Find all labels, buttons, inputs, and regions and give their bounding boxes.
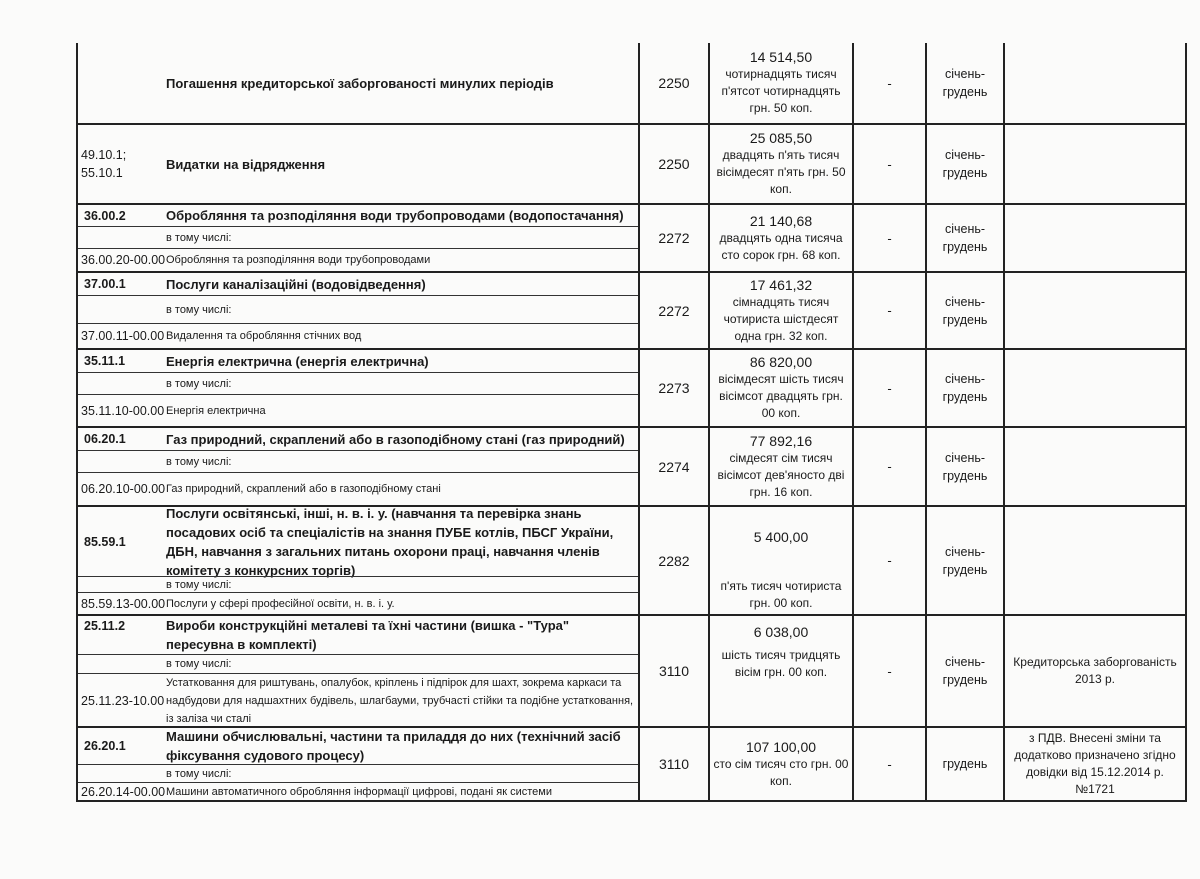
amount-cell: [710, 728, 854, 800]
item-description: Послуги освітянські, інші, н. в. і. у. (навчання та перевірка знань посадових осіб та спеціалістів на знання ПУБЕ котлів, ПБСГ України, ДБН, навчання з загальних питань охорони праці, навчання членів комітету з конкурсних торгів): [166, 505, 614, 578]
including-label: в тому числі:: [166, 658, 232, 670]
sub-item-code: 26.20.14-00.00: [81, 785, 166, 799]
period: січень-грудень: [927, 273, 1005, 348]
sub-item-row: [78, 673, 638, 728]
sub-item-code: 85.59.13-00.00: [81, 596, 166, 611]
note: з ПДВ. Внесені зміни та додатково призначено згідно довідки від 15.12.2014 р. №1721: [1014, 731, 1176, 796]
dash-cell: -: [854, 273, 927, 348]
item-code: 37.00.1: [84, 277, 126, 291]
item-code: 35.11.1: [84, 354, 126, 368]
row-left: [78, 125, 640, 203]
amount: 21 140,68: [749, 212, 813, 229]
table-row: [76, 507, 1187, 616]
sub-item-row: [78, 472, 638, 505]
including-label: в тому числі:: [166, 767, 232, 780]
item-code: 06.20.1: [84, 432, 126, 446]
row-main: [78, 273, 638, 295]
note: [1005, 125, 1185, 203]
table-row: [76, 125, 1187, 205]
row-main: [78, 43, 638, 123]
amount: 25 085,50: [749, 130, 813, 146]
table-row: [76, 350, 1187, 428]
table-row: [76, 428, 1187, 507]
item-description: Видатки на відрядження: [166, 156, 326, 172]
note: [1005, 205, 1185, 271]
dash-cell: -: [854, 728, 927, 800]
including-row: [78, 654, 638, 673]
amount-words: п'ять тисяч чотириста грн. 00 коп.: [720, 579, 842, 610]
sub-item-description: Видалення та обробляння стічних вод: [166, 330, 362, 342]
amount: 6 038,00: [753, 624, 809, 640]
amount: 107 100,00: [745, 738, 817, 755]
item-code: 85.59.1: [84, 534, 126, 549]
kekv-code: 2272: [640, 205, 710, 271]
including-label: в тому числі:: [166, 377, 232, 390]
dash-cell: -: [854, 507, 927, 614]
including-row: [78, 295, 638, 323]
kekv-code: 3110: [640, 616, 710, 726]
amount-words: двадцять одна тисяча сто сорок грн. 68 коп.: [719, 230, 843, 262]
including-row: [78, 450, 638, 472]
period: січень-грудень: [927, 125, 1005, 203]
amount-cell: [710, 273, 854, 348]
kekv-code: 2272: [640, 273, 710, 348]
period: січень-грудень: [927, 507, 1005, 614]
sub-item-row: [78, 248, 638, 271]
item-code: 49.10.1; 55.10.1: [81, 148, 127, 180]
item-description: Машини обчислювальні, частини та приладдя до них (технічний засіб фіксування судового процесу): [166, 729, 621, 763]
dash-cell: -: [854, 43, 927, 123]
amount: 86 820,00: [749, 354, 813, 370]
sub-item-description: Послуги у сфері професійної освіти, н. в. і. у.: [166, 597, 395, 610]
item-code: 26.20.1: [84, 739, 126, 753]
row-left: [78, 205, 640, 271]
table-row: [76, 205, 1187, 273]
row-main: [78, 728, 638, 764]
row-left: [78, 43, 640, 123]
dash-cell: -: [854, 350, 927, 426]
amount-words: чотирнадцять тисяч п'ятсот чотирнадцять грн. 50 коп.: [721, 67, 841, 115]
including-label: в тому числі:: [166, 455, 232, 468]
kekv-code: 2250: [640, 125, 710, 203]
row-left: [78, 350, 640, 426]
dash-cell: -: [854, 125, 927, 203]
amount-cell: [710, 205, 854, 271]
including-row: [78, 764, 638, 782]
sub-item-description: Обробляння та розподіляння води трубопроводами: [166, 254, 431, 266]
note: [1005, 507, 1185, 614]
period: січень-грудень: [927, 205, 1005, 271]
item-description: Послуги каналізаційні (водовідведення): [166, 276, 426, 292]
amount-cell: [710, 43, 854, 123]
amount-words: сто сім тисяч сто грн. 00 коп.: [713, 756, 849, 788]
row-left: [78, 428, 640, 505]
sub-item-description: Устатковання для риштувань, опалубок, кріплень і підпірок для шахт, зокрема каркаси та надбудови для надшахтних будівель, шлагбауми, трубчасті стійки та подібне устатковання, із заліза чи сталі: [166, 677, 634, 725]
procurement-plan-table: [76, 43, 1187, 802]
period: січень-грудень: [927, 616, 1005, 726]
row-main: [78, 616, 638, 654]
note: [1005, 43, 1185, 123]
including-label: в тому числі:: [166, 231, 232, 244]
including-label: в тому числі:: [166, 578, 232, 591]
amount-cell: [710, 507, 854, 614]
amount-cell: [710, 125, 854, 203]
kekv-code: 2250: [640, 43, 710, 123]
item-description: Обробляння та розподіляння води трубопроводами (водопостачання): [166, 208, 624, 223]
amount-cell: [710, 616, 854, 726]
dash-cell: -: [854, 205, 927, 271]
row-main: [78, 507, 638, 576]
amount-words: сімдесят сім тисяч вісімсот дев'яносто дві грн. 16 коп.: [717, 450, 845, 499]
row-main: [78, 125, 638, 203]
table-row: [76, 616, 1187, 728]
period: січень-грудень: [927, 350, 1005, 426]
item-code: 36.00.2: [84, 208, 126, 223]
period: січень-грудень: [927, 43, 1005, 123]
sub-item-code: 37.00.11-00.00: [81, 329, 165, 343]
table-row: [76, 728, 1187, 802]
amount-cell: [710, 428, 854, 505]
amount-words: двадцять п'ять тисяч вісімдесят п'ять грн. 50 коп.: [716, 148, 846, 196]
period: грудень: [927, 728, 1005, 800]
kekv-code: 2274: [640, 428, 710, 505]
amount: 14 514,50: [749, 49, 813, 65]
dash-cell: -: [854, 428, 927, 505]
sub-item-row: [78, 592, 638, 614]
sub-item-code: 36.00.20-00.00: [81, 253, 166, 267]
sub-item-code: 06.20.10-00.00: [81, 482, 166, 496]
amount-words: вісімдесят шість тисяч вісімсот двадцять грн. 00 коп.: [718, 372, 844, 420]
amount: 77 892,16: [749, 432, 813, 449]
sub-item-description: Енергія електрична: [166, 404, 266, 417]
row-main: [78, 205, 638, 226]
sub-item-row: [78, 394, 638, 426]
including-label: в тому числі:: [166, 303, 232, 316]
sub-item-code: 25.11.23-10.00: [81, 694, 165, 708]
row-left: [78, 616, 640, 726]
row-left: [78, 728, 640, 800]
note: [1005, 428, 1185, 505]
sub-item-row: [78, 323, 638, 348]
sub-item-row: [78, 782, 638, 801]
item-description: Газ природний, скраплений або в газоподібному стані (газ природний): [166, 431, 625, 447]
table-row: [76, 43, 1187, 125]
including-row: [78, 576, 638, 592]
amount-words: сімнадцять тисяч чотириста шістдесят одна грн. 32 коп.: [723, 294, 839, 343]
sub-item-code: 35.11.10-00.00: [81, 403, 165, 418]
amount-words: шість тисяч тридцять вісім грн. 00 коп.: [721, 648, 841, 679]
amount: 5 400,00: [753, 529, 809, 545]
including-row: [78, 372, 638, 394]
row-left: [78, 507, 640, 614]
row-main: [78, 350, 638, 372]
note: [1005, 273, 1185, 348]
item-description: Погашення кредиторської заборгованості минулих періодів: [166, 75, 554, 91]
sub-item-description: Машини автоматичного обробляння інформації цифрові, подані як системи: [166, 786, 553, 798]
item-description: Вироби конструкційні металеві та їхні частини (вишка - "Тура" пересувна в комплекті): [166, 618, 570, 652]
dash-cell: -: [854, 616, 927, 726]
amount: 17 461,32: [749, 276, 813, 293]
sub-item-description: Газ природний, скраплений або в газоподібному стані: [166, 483, 441, 495]
kekv-code: 2273: [640, 350, 710, 426]
note: Кредиторська заборгованість 2013 р.: [1013, 655, 1177, 686]
amount-cell: [710, 350, 854, 426]
note: [1005, 350, 1185, 426]
table-row: [76, 273, 1187, 350]
period: січень-грудень: [927, 428, 1005, 505]
item-code: 25.11.2: [84, 619, 126, 633]
row-main: [78, 428, 638, 450]
row-left: [78, 273, 640, 348]
including-row: [78, 226, 638, 248]
kekv-code: 3110: [640, 728, 710, 800]
item-description: Енергія електрична (енергія електрична): [166, 353, 429, 369]
kekv-code: 2282: [640, 507, 710, 614]
